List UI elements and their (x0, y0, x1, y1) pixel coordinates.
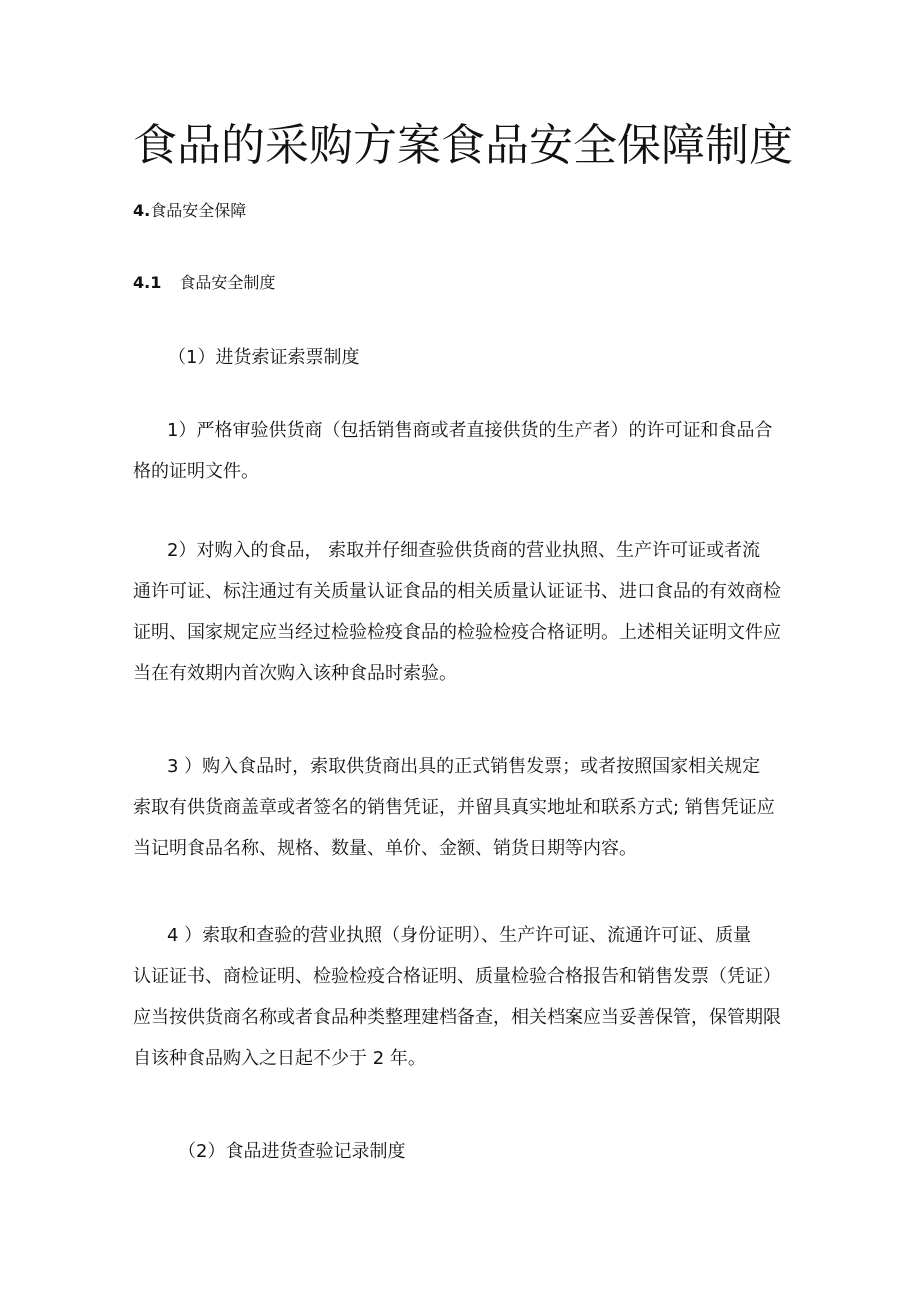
paragraph-3 (133, 746, 795, 869)
paragraph-line: 自该种食品购入之日起不少于 2 年。 (133, 1048, 426, 1069)
item2-heading: （2）食品进货查验记录制度 (178, 1141, 406, 1162)
paragraph-line: 格的证明文件。 (133, 461, 259, 482)
item1-heading: （1）进货索证索票制度 (168, 347, 360, 368)
section-number: 4. (133, 201, 151, 220)
document-title: 食品的采购方案食品安全保障制度 (133, 120, 793, 171)
paragraph-2 (133, 530, 795, 694)
subsection-label: 食品安全制度 (179, 273, 276, 292)
paragraph-line: 索取有供货商盖章或者签名的销售凭证，并留具真实地址和联系方式; 销售凭证应 (133, 797, 775, 818)
paragraph-line: 当记明食品名称、规格、数量、单价、金额、销货日期等内容。 (133, 838, 637, 859)
paragraph-4 (133, 915, 795, 1079)
paragraph-line: 应当按供货商名称或者食品种类整理建档备查，相关档案应当妥善保管，保管期限 (133, 1007, 781, 1028)
paragraph-line: 证明、国家规定应当经过检验检疫食品的检验检疫合格证明。上述相关证明文件应 (133, 622, 781, 643)
paragraph-line: 认证证书、商检证明、检验检疫合格证明、质量检验合格报告和销售发票（凭证） (133, 966, 781, 987)
paragraph-line: 4 ）索取和查验的营业执照（身份证明）、生产许可证、流通许可证、质量 (167, 925, 752, 946)
paragraph-line: 1）严格审验供货商（包括销售商或者直接供货的生产者）的许可证和食品合 (167, 420, 773, 441)
paragraph-line: 3 ）购入食品时，索取供货商出具的正式销售发票；或者按照国家相关规定 (167, 756, 761, 777)
paragraph-line: 当在有效期内首次购入该种食品时索验。 (133, 663, 457, 684)
section-heading (133, 199, 246, 223)
paragraph-1 (133, 410, 795, 492)
paragraph-line: 通许可证、标注通过有关质量认证食品的相关质量认证证书、进口食品的有效商检 (133, 581, 781, 602)
paragraph-line: 2）对购入的食品， 索取并仔细查验供货商的营业执照、生产许可证或者流 (167, 540, 761, 561)
subsection-number: 4.1 (133, 273, 162, 292)
subsection-heading (133, 271, 275, 295)
section-label: 食品安全保障 (150, 201, 247, 220)
